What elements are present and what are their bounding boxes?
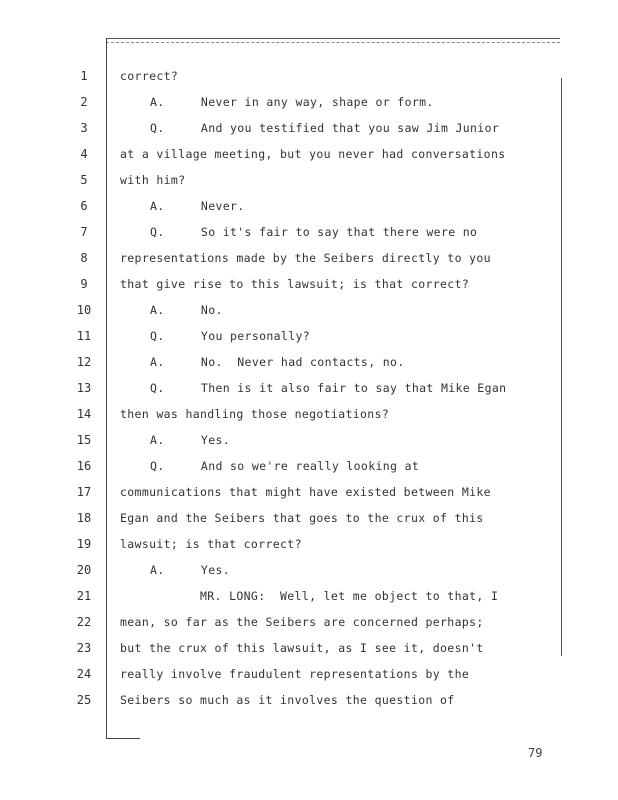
line-text: Q. And you testified that you saw Jim Junior: [150, 121, 500, 135]
line-text: A. Never.: [150, 199, 245, 213]
transcript-line: [0, 349, 560, 375]
transcript-line: [0, 557, 560, 583]
line-number: 21: [76, 589, 92, 603]
line-text: A. Never in any way, shape or form.: [150, 95, 434, 109]
transcript-line: [0, 427, 560, 453]
line-text: A. Yes.: [150, 433, 231, 447]
line-number: 5: [80, 173, 88, 187]
line-number: 12: [76, 355, 92, 369]
transcript-line: [0, 167, 560, 193]
transcript-line: [0, 63, 560, 89]
right-margin-border: [561, 78, 562, 656]
line-text: mean, so far as the Seibers are concerned perhaps;: [120, 615, 484, 629]
transcript-line: [0, 661, 560, 687]
transcript-line: [0, 323, 560, 349]
transcript-line: [0, 401, 560, 427]
line-number: 10: [76, 303, 92, 317]
transcript-line: [0, 453, 560, 479]
transcript-line: [0, 245, 560, 271]
line-text: representations made by the Seibers directly to you: [120, 251, 491, 265]
top-border: [106, 38, 560, 39]
line-number: 24: [76, 667, 92, 681]
transcript-line: [0, 531, 560, 557]
line-text: that give rise to this lawsuit; is that correct?: [120, 277, 470, 291]
transcript-line: [0, 89, 560, 115]
transcript-line: [0, 505, 560, 531]
line-number: 11: [76, 329, 92, 343]
line-text: Q. And so we're really looking at: [150, 459, 420, 473]
line-number: 1: [80, 69, 88, 83]
line-number: 15: [76, 433, 92, 447]
transcript-line: [0, 583, 560, 609]
transcript-line: [0, 115, 560, 141]
line-text: A. Yes.: [150, 563, 231, 577]
line-text: MR. LONG: Well, let me object to that, I: [200, 589, 499, 603]
line-text: at a village meeting, but you never had conversations: [120, 147, 506, 161]
line-number: 17: [76, 485, 92, 499]
page-number: 79: [528, 746, 543, 760]
line-text: Q. So it's fair to say that there were no: [150, 225, 478, 239]
line-number: 20: [76, 563, 92, 577]
line-text: communications that might have existed between Mike: [120, 485, 491, 499]
bottom-border: [106, 738, 140, 739]
transcript-line: [0, 609, 560, 635]
transcript-line: [0, 635, 560, 661]
line-number: 22: [76, 615, 92, 629]
line-text: correct?: [120, 69, 179, 83]
transcript-line: [0, 141, 560, 167]
line-number: 16: [76, 459, 92, 473]
line-text: then was handling those negotiations?: [120, 407, 390, 421]
line-text: A. No.: [150, 303, 223, 317]
line-text: A. No. Never had contacts, no.: [150, 355, 405, 369]
line-text: with him?: [120, 173, 186, 187]
top-border-dashed: [106, 42, 560, 43]
line-number: 3: [80, 121, 88, 135]
line-number: 19: [76, 537, 92, 551]
line-text: lawsuit; is that correct?: [120, 537, 302, 551]
line-number: 25: [76, 693, 92, 707]
transcript-line: [0, 479, 560, 505]
line-number: 8: [80, 251, 88, 265]
line-number: 18: [76, 511, 92, 525]
line-number: 4: [80, 147, 88, 161]
line-text: Q. You personally?: [150, 329, 311, 343]
transcript-line: [0, 193, 560, 219]
transcript-line: [0, 271, 560, 297]
line-number: 23: [76, 641, 92, 655]
line-number: 9: [80, 277, 88, 291]
transcript-line: [0, 687, 560, 713]
line-text: Q. Then is it also fair to say that Mike Egan: [150, 381, 507, 395]
line-number: 13: [76, 381, 92, 395]
line-number: 7: [80, 225, 88, 239]
transcript-line: [0, 375, 560, 401]
transcript-line: [0, 297, 560, 323]
line-text: really involve fraudulent representations by the: [120, 667, 470, 681]
line-number: 6: [80, 199, 88, 213]
transcript-line: [0, 219, 560, 245]
line-number: 14: [76, 407, 92, 421]
line-number: 2: [80, 95, 88, 109]
line-text: but the crux of this lawsuit, as I see it, doesn't: [120, 641, 484, 655]
line-text: Seibers so much as it involves the question of: [120, 693, 455, 707]
line-text: Egan and the Seibers that goes to the crux of this: [120, 511, 484, 525]
